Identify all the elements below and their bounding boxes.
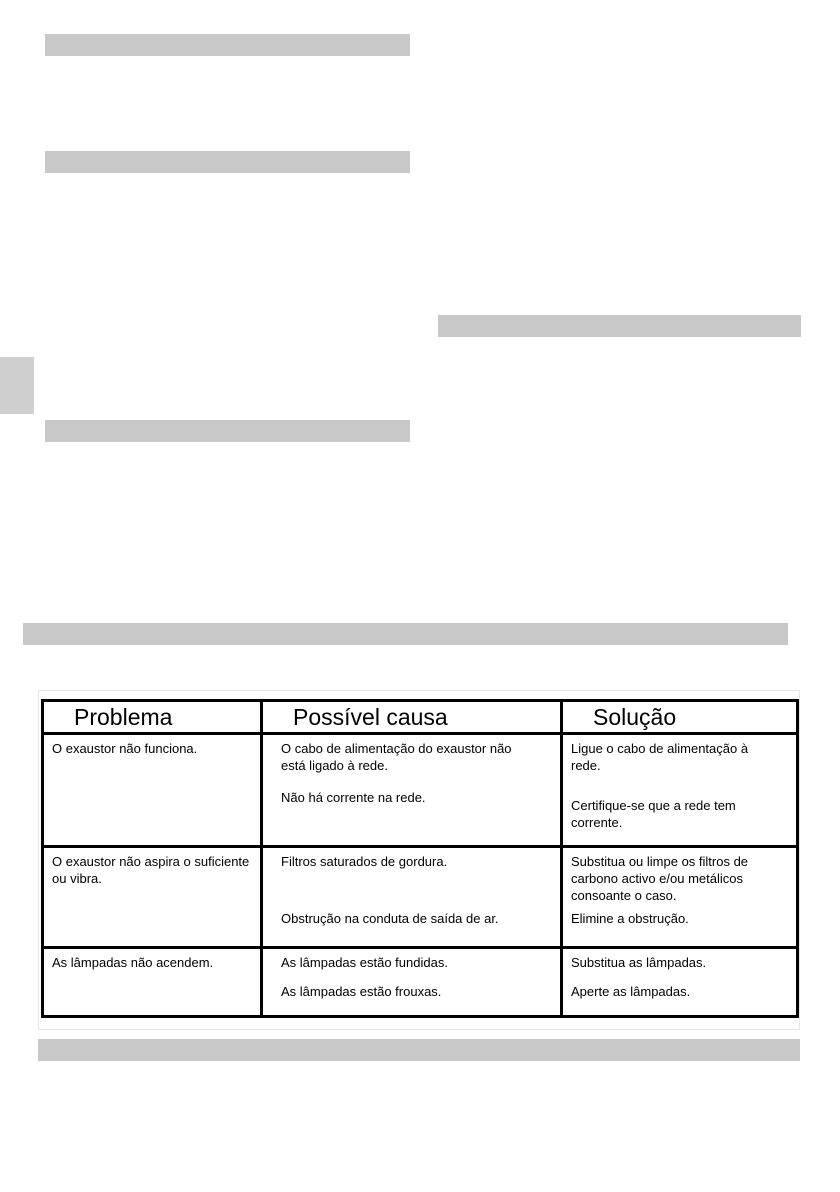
section-heading-bar-6 (38, 1039, 800, 1061)
section-heading-bar-3 (438, 315, 801, 337)
cause-text: Obstrução na conduta de saída de ar. (281, 911, 499, 926)
cause-text: As lâmpadas estão fundidas. (281, 955, 448, 970)
language-side-tab (0, 357, 34, 414)
section-heading-bar-1 (45, 34, 410, 56)
solution-text: Elimine a obstrução. (571, 911, 689, 926)
solution-text: Substitua as lâmpadas. (571, 955, 707, 970)
cause-text: Filtros saturados de gordura. (281, 854, 448, 869)
cause-text: Não há corrente na rede. (281, 790, 426, 805)
solution-cell (562, 734, 798, 847)
problem-text: O exaustor não aspira o suficiente ou vibra. (52, 854, 250, 886)
section-heading-bar-2 (45, 151, 410, 173)
cause-cell (262, 847, 562, 948)
solution-cell (562, 948, 798, 1017)
cause-cell (262, 948, 562, 1017)
problem-cell (43, 847, 262, 948)
table-row (43, 734, 798, 847)
problem-cell (43, 734, 262, 847)
solution-text: Certifique-se que a rede tem corrente. (571, 798, 736, 830)
problem-text: As lâmpadas não acendem. (52, 955, 214, 970)
table-header-row (43, 701, 798, 734)
cause-text: O cabo de alimentação do exaustor não está ligado à rede. (281, 741, 512, 773)
cause-text: As lâmpadas estão frouxas. (281, 984, 442, 999)
section-heading-bar-4 (45, 420, 410, 442)
table-row (43, 948, 798, 1017)
solution-text: Substitua ou limpe os filtros de carbono activo e/ou metálicos consoante o caso. (571, 854, 749, 903)
header-solution: Solução (562, 701, 798, 734)
solution-cell (562, 847, 798, 948)
problem-text: O exaustor não funciona. (52, 741, 198, 756)
section-heading-bar-5 (23, 623, 788, 645)
solution-text: Aperte as lâmpadas. (571, 984, 691, 999)
header-cause: Possível causa (262, 701, 562, 734)
header-problem: Problema (43, 701, 262, 734)
solution-text: Ligue o cabo de alimentação à rede. (571, 741, 749, 773)
cause-cell (262, 734, 562, 847)
problem-cell (43, 948, 262, 1017)
table-row (43, 847, 798, 948)
troubleshooting-table (41, 699, 799, 1018)
